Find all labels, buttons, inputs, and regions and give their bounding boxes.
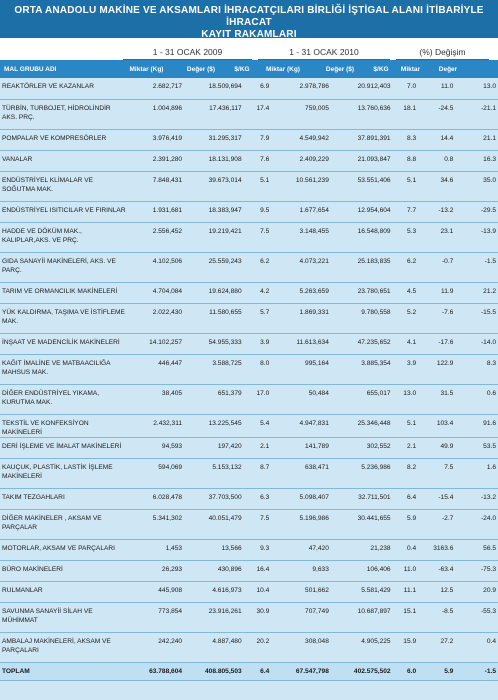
col-header-name: MAL GRUBU ADI [4, 65, 57, 73]
report-title-line1: ORTA ANADOLU MAKİNE VE AKSAMLARI İHRACATÇILARI BİRLİĞİ İŞTİGAL ALANI İTİBARİYLE İHRACAT [14, 5, 484, 28]
cell-usd-2010: 21.093,847 [357, 155, 391, 163]
cell-change-kg: 49.9 [440, 442, 454, 450]
cell-perkg-2010: 11.0 [403, 565, 417, 573]
cell-perkg-2010: 6.4 [406, 493, 417, 501]
cell-usd-2009: 18.509,694 [208, 83, 242, 90]
cell-kg-2010: 11.613,634 [296, 338, 329, 346]
table-row [0, 354, 498, 384]
cell-change-kg: -13.2 [438, 206, 454, 214]
cell-usd-2010: 20.912,403 [357, 83, 391, 90]
col-header-change-usd: Değer [438, 65, 458, 73]
cell-kg-2010: 308,048 [305, 637, 329, 645]
cell-change-usd: -75.3 [480, 565, 496, 573]
cell-group-name: HADDE VE DÖKÜM MAK., KALIPLAR,AKS. VE PRÇ. [2, 227, 82, 244]
cell-change-usd: 1.6 [486, 463, 496, 471]
cell-change-usd: -15.5 [480, 308, 496, 316]
cell-usd-2010: 5.236,986 [361, 463, 391, 471]
cell-kg-2009: 3.976,419 [152, 134, 183, 142]
cell-group-name: ENDÜSTRİYEL ISITICILAR VE FIRINLAR [2, 206, 126, 214]
cell-usd-2010: 9.780,558 [361, 308, 391, 316]
table-row [0, 458, 498, 488]
cell-change-kg: 0.8 [444, 155, 454, 163]
table-row [0, 437, 498, 458]
cell-perkg-2010: 18.1 [403, 104, 417, 112]
total-row [0, 662, 498, 680]
col-header-perkg-2010: $/KG [373, 65, 389, 73]
cell-perkg-2009: 5.1 [260, 176, 270, 184]
cell-kg-2010: 707,749 [305, 607, 329, 615]
cell-change-kg: 122.9 [436, 359, 454, 367]
cell-kg-2010: 3.148,455 [299, 227, 329, 235]
cell-change-kg: 11.0 [441, 83, 454, 90]
cell-perkg-2009: 7.6 [260, 155, 270, 163]
cell-usd-2010: 21,238 [370, 544, 391, 552]
cell-group-name: SAVUNMA SANAYİİ SİLAH VE MÜHİMMAT [2, 607, 93, 624]
total-cell-perkg-2009: 6.4 [260, 667, 270, 675]
cell-usd-2009: 3.588,725 [212, 359, 242, 367]
cell-change-kg: 31.5 [440, 389, 454, 397]
cell-kg-2010: 50,484 [308, 389, 329, 397]
cell-kg-2009: 1.931,681 [152, 206, 183, 214]
cell-change-usd: -21.1 [480, 104, 496, 112]
cell-perkg-2010: 5.9 [406, 514, 417, 522]
cell-perkg-2009: 6.9 [260, 83, 270, 90]
cell-change-usd: -13.9 [480, 227, 496, 235]
cell-perkg-2009: 8.7 [260, 463, 270, 471]
table-row [0, 509, 498, 539]
cell-change-usd: -55.3 [480, 607, 496, 615]
cell-usd-2010: 25.346,448 [357, 419, 391, 427]
cell-perkg-2010: 3.9 [406, 359, 417, 367]
cell-kg-2009: 2.391,280 [152, 155, 183, 163]
cell-group-name: TARIM VE ORMANCILIK MAKİNELERİ [2, 287, 118, 295]
col-header-perkg-2009: $/KG [234, 65, 250, 73]
cell-kg-2009: 446,447 [158, 359, 183, 367]
table-row [0, 414, 498, 437]
cell-perkg-2009: 10.4 [256, 586, 270, 594]
cell-change-kg: -8.5 [441, 607, 454, 615]
cell-perkg-2010: 5.1 [406, 176, 417, 184]
cell-change-usd: 0.4 [486, 637, 496, 645]
total-cell-usd-2010: 402.575,502 [353, 667, 391, 675]
cell-perkg-2009: 8.0 [260, 359, 270, 367]
cell-change-usd: 56.5 [483, 544, 496, 552]
cell-usd-2009: 13.225,545 [208, 419, 242, 427]
cell-kg-2010: 5.196,986 [299, 514, 329, 522]
cell-change-usd: -1.5 [484, 257, 496, 265]
cell-change-usd: -29.5 [480, 206, 496, 214]
cell-kg-2009: 2.432,311 [153, 419, 183, 427]
cell-change-kg: 3163.6 [433, 544, 454, 552]
cell-kg-2009: 1,453 [165, 544, 183, 552]
table-row [0, 632, 498, 662]
cell-change-kg: -15.4 [438, 493, 454, 501]
cell-usd-2009: 25.559,243 [208, 257, 242, 265]
cell-usd-2010: 106,406 [366, 565, 391, 573]
cell-perkg-2009: 6.2 [260, 257, 270, 265]
cell-kg-2009: 242,240 [158, 637, 183, 645]
cell-usd-2010: 655,017 [366, 389, 391, 397]
cell-usd-2010: 3.885,354 [361, 359, 391, 367]
cell-change-kg: 11.9 [441, 287, 454, 295]
cell-usd-2010: 16.548,809 [357, 227, 391, 235]
table-row [0, 488, 498, 509]
table-row [0, 150, 498, 171]
cell-kg-2009: 2.682,717 [152, 83, 183, 90]
cell-usd-2010: 13.760,636 [357, 104, 391, 112]
period-row [0, 38, 498, 60]
cell-perkg-2010: 7.0 [406, 83, 417, 90]
total-cell-perkg-2010: 6.0 [406, 667, 417, 675]
total-cell-kg-2009: 63.788,604 [149, 667, 183, 675]
total-cell-group-name: TOPLAM [2, 667, 30, 675]
cell-change-usd: 16.3 [483, 155, 496, 163]
cell-perkg-2010: 11.1 [403, 586, 417, 594]
cell-usd-2010: 47.235,652 [357, 338, 391, 346]
cell-perkg-2010: 5.3 [406, 227, 417, 235]
col-header-change-kg: Miktar [400, 65, 421, 73]
report-title-line2: KAYIT RAKAMLARI [201, 29, 297, 40]
cell-usd-2009: 4.887,480 [212, 637, 242, 645]
table-row [0, 99, 498, 129]
cell-usd-2009: 54.955,333 [208, 338, 242, 346]
cell-group-name: TAKIM TEZGAHLARI [2, 493, 65, 501]
cell-perkg-2009: 7.9 [260, 134, 270, 142]
table-row [0, 384, 498, 414]
cell-perkg-2010: 2.1 [406, 442, 417, 450]
cell-perkg-2009: 20.2 [256, 637, 270, 645]
cell-perkg-2009: 17.0 [256, 389, 270, 397]
cell-kg-2010: 638,471 [305, 463, 329, 471]
cell-kg-2010: 10.561,239 [295, 176, 329, 184]
cell-kg-2009: 4.704,084 [152, 287, 183, 295]
cell-kg-2010: 4.549,942 [299, 134, 329, 142]
cell-perkg-2010: 8.8 [406, 155, 417, 163]
cell-group-name: İNŞAAT VE MADENCİLİK MAKİNELERİ [2, 338, 120, 346]
table-row [0, 282, 498, 303]
cell-kg-2009: 7.848,431 [152, 176, 183, 184]
cell-kg-2009: 6.028,478 [152, 493, 183, 501]
cell-usd-2010: 4.905,225 [361, 637, 391, 645]
col-header-kg-2009: Miktar (Kg) [129, 65, 164, 73]
cell-group-name: ENDÜSTRİYEL KLİMALAR VE SOĞUTMA MAK. [2, 176, 93, 193]
cell-change-usd: 35.0 [483, 176, 496, 184]
cell-kg-2009: 38,405 [161, 389, 183, 397]
table-row [0, 539, 498, 560]
cell-change-kg: 34.6 [440, 176, 454, 184]
cell-group-name: VANALAR [2, 155, 33, 163]
cell-change-kg: -7.6 [441, 308, 454, 316]
cell-perkg-2010: 8.2 [406, 463, 417, 471]
report-title [0, 0, 498, 38]
cell-group-name: TÜRBİN, TURBOJET, HİDROLİNDİR AKS. PRÇ. [2, 104, 111, 121]
cell-usd-2009: 11.580,655 [209, 308, 242, 316]
cell-usd-2009: 4.616,973 [212, 586, 242, 594]
cell-usd-2010: 10.687,897 [357, 607, 391, 615]
cell-perkg-2009: 4.2 [260, 287, 270, 295]
period-2010: 1 - 31 OCAK 2010 [258, 47, 390, 60]
cell-change-kg: -0.7 [441, 257, 454, 265]
cell-group-name: AMBALAJ MAKİNELERİ, AKSAM VE PARÇALARI [2, 637, 111, 654]
cell-perkg-2009: 3.9 [260, 338, 270, 346]
table-row [0, 201, 498, 222]
cell-perkg-2009: 5.4 [260, 419, 270, 427]
cell-change-usd: -14.0 [480, 338, 496, 346]
cell-usd-2010: 25.183,835 [357, 257, 391, 265]
total-cell-change-usd: -1.5 [484, 667, 496, 675]
cell-usd-2009: 37.703,500 [208, 493, 242, 501]
cell-kg-2009: 94,593 [161, 442, 183, 450]
cell-change-usd: -13.2 [480, 493, 496, 501]
cell-group-name: DİĞER MAKİNELER , AKSAM VE PARÇALAR [2, 514, 102, 531]
table-row [0, 78, 498, 99]
cell-perkg-2009: 16.4 [256, 565, 270, 573]
cell-change-usd: -24.0 [480, 514, 496, 522]
cell-perkg-2010: 6.2 [406, 257, 417, 265]
cell-usd-2010: 12.954,604 [357, 206, 391, 214]
total-cell-change-kg: 5.9 [444, 667, 454, 675]
cell-change-kg: -24.5 [438, 104, 454, 112]
cell-kg-2010: 47,420 [308, 544, 329, 552]
cell-usd-2009: 5.153,132 [212, 463, 242, 471]
cell-change-kg: 12.5 [440, 586, 454, 594]
cell-perkg-2009: 5.7 [260, 308, 270, 316]
cell-usd-2009: 19.624,880 [208, 287, 242, 295]
cell-usd-2010: 23.780,651 [357, 287, 391, 295]
cell-group-name: BÜRO MAKİNELERİ [2, 565, 63, 573]
cell-kg-2010: 5.263,659 [299, 287, 329, 295]
cell-group-name: TEKSTİL VE KONFEKSİYON MAKİNELERİ [2, 419, 89, 436]
cell-usd-2009: 13,566 [221, 544, 242, 552]
table-row [0, 252, 498, 282]
cell-kg-2010: 9,633 [312, 565, 329, 573]
cell-kg-2009: 445,908 [158, 586, 183, 594]
period-change: (%) Değişim [396, 47, 489, 60]
cell-change-kg: 103.4 [436, 419, 454, 427]
cell-usd-2009: 39.673,014 [208, 176, 242, 184]
cell-perkg-2010: 7.7 [406, 206, 417, 214]
cell-kg-2010: 4.073,221 [299, 257, 329, 265]
table-row [0, 129, 498, 150]
cell-kg-2009: 2.022,430 [152, 308, 183, 316]
col-header-kg-2010: Miktar (Kg) [266, 65, 300, 73]
cell-perkg-2009: 30.9 [256, 607, 270, 615]
cell-change-kg: -2.7 [441, 514, 454, 522]
cell-group-name: KAUÇUK, PLASTİK, LASTİK İŞLEME MAKİNELERİ [2, 463, 113, 480]
table-row [0, 602, 498, 632]
cell-change-usd: 13.0 [483, 83, 496, 90]
cell-perkg-2010: 15.9 [403, 637, 417, 645]
export-table [0, 78, 498, 681]
cell-usd-2010: 5.581,429 [361, 586, 391, 594]
cell-change-kg: -17.6 [438, 338, 454, 346]
table-row [0, 222, 498, 252]
cell-change-usd: 0.6 [486, 389, 496, 397]
cell-usd-2009: 23.916,261 [208, 607, 242, 615]
cell-kg-2010: 141,789 [305, 442, 329, 450]
cell-change-kg: 27.2 [440, 637, 454, 645]
cell-change-usd: 91.6 [483, 419, 496, 427]
cell-kg-2010: 2.978,786 [299, 83, 329, 90]
cell-kg-2009: 5.341,302 [152, 514, 183, 522]
cell-perkg-2009: 9.5 [260, 206, 270, 214]
cell-perkg-2010: 5.2 [406, 308, 417, 316]
cell-usd-2010: 53.551,406 [357, 176, 391, 184]
cell-kg-2009: 2.556,452 [152, 227, 183, 235]
cell-usd-2009: 651,379 [217, 389, 242, 397]
cell-perkg-2010: 13.0 [403, 389, 417, 397]
cell-kg-2010: 2.409,229 [299, 155, 329, 163]
cell-kg-2010: 995,164 [305, 359, 329, 367]
column-header-row [0, 60, 498, 78]
cell-perkg-2010: 0.4 [406, 544, 417, 552]
cell-change-usd: 21.1 [483, 134, 496, 142]
cell-group-name: DERİ İŞLEME VE İMALAT MAKİNELERİ [2, 442, 122, 450]
cell-group-name: DİĞER ENDÜSTRİYEL YIKAMA, KURUTMA MAK. [2, 389, 100, 406]
cell-group-name: YÜK KALDIRMA, TAŞIMA VE İSTİFLEME MAK. [2, 308, 125, 325]
cell-change-kg: 7.5 [444, 463, 454, 471]
total-cell-usd-2009: 408.805,503 [204, 667, 242, 675]
cell-kg-2009: 1.004,896 [152, 104, 183, 112]
col-header-usd-2009: Değer ($) [186, 65, 216, 73]
cell-kg-2009: 26,293 [161, 565, 183, 573]
cell-change-kg: -63.4 [438, 565, 454, 573]
cell-perkg-2010: 5.1 [406, 419, 417, 427]
period-2009: 1 - 31 OCAK 2009 [123, 47, 252, 60]
cell-group-name: POMPALAR VE KOMPRESÖRLER [2, 134, 107, 142]
cell-perkg-2009: 7.5 [260, 514, 270, 522]
cell-perkg-2010: 15.1 [403, 607, 417, 615]
cell-usd-2009: 197,420 [217, 442, 242, 450]
cell-kg-2009: 14.102,257 [149, 338, 183, 346]
cell-group-name: RULMANLAR [2, 586, 43, 594]
cell-kg-2009: 594,069 [158, 463, 183, 471]
cell-kg-2010: 1.677,654 [299, 206, 329, 214]
cell-kg-2010: 759,005 [305, 104, 329, 112]
cell-perkg-2010: 8.3 [406, 134, 417, 142]
cell-kg-2010: 1.869,331 [299, 308, 329, 316]
cell-usd-2010: 37.891,391 [357, 134, 391, 142]
cell-usd-2010: 302,552 [366, 442, 391, 450]
cell-usd-2009: 430,896 [217, 565, 242, 573]
cell-group-name: GIDA SANAYİİ MAKİNELERİ, AKS. VE PARÇ. [2, 257, 116, 274]
cell-perkg-2009: 2.1 [260, 442, 270, 450]
cell-usd-2009: 17.436,117 [209, 104, 242, 112]
table-row [0, 581, 498, 602]
cell-perkg-2010: 4.5 [406, 287, 417, 295]
cell-kg-2009: 773,854 [158, 607, 183, 615]
total-cell-kg-2010: 67.547,798 [295, 667, 329, 675]
cell-perkg-2009: 17.4 [256, 104, 270, 112]
cell-group-name: REAKTÖRLER VE KAZANLAR [2, 83, 94, 90]
cell-usd-2009: 19.219,421 [208, 227, 242, 235]
cell-usd-2009: 31.295,317 [208, 134, 242, 142]
table-row [0, 303, 498, 333]
cell-usd-2009: 18.131,908 [208, 155, 242, 163]
cell-perkg-2010: 4.1 [406, 338, 417, 346]
cell-usd-2010: 32.711,501 [358, 493, 391, 501]
cell-group-name: MOTORLAR, AKSAM VE PARÇALARI [2, 544, 115, 552]
cell-change-usd: 53.5 [483, 442, 496, 450]
cell-usd-2009: 18.383,947 [208, 206, 242, 214]
table-row [0, 560, 498, 581]
table-row [0, 171, 498, 201]
cell-kg-2010: 501,662 [305, 586, 329, 594]
cell-kg-2010: 4.947,831 [299, 419, 329, 427]
cell-perkg-2009: 9.3 [260, 544, 270, 552]
cell-usd-2009: 40.051,479 [208, 514, 242, 522]
cell-change-kg: 14.4 [440, 134, 454, 142]
cell-kg-2009: 4.102,506 [152, 257, 183, 265]
cell-kg-2010: 5.098,407 [299, 493, 329, 501]
cell-perkg-2009: 7.5 [260, 227, 270, 235]
cell-change-kg: 23.1 [440, 227, 454, 235]
cell-usd-2010: 30.441,655 [357, 514, 391, 522]
col-header-usd-2010: Değer ($) [325, 65, 355, 73]
table-row [0, 333, 498, 354]
cell-change-usd: 21.2 [483, 287, 496, 295]
cell-perkg-2009: 6.3 [260, 493, 270, 501]
cell-group-name: KAĞIT İMALİNE VE MATBAACILIĞA MAHSUS MAK. [2, 359, 111, 376]
cell-change-usd: 20.9 [483, 586, 496, 594]
cell-change-usd: 8.3 [486, 359, 496, 367]
